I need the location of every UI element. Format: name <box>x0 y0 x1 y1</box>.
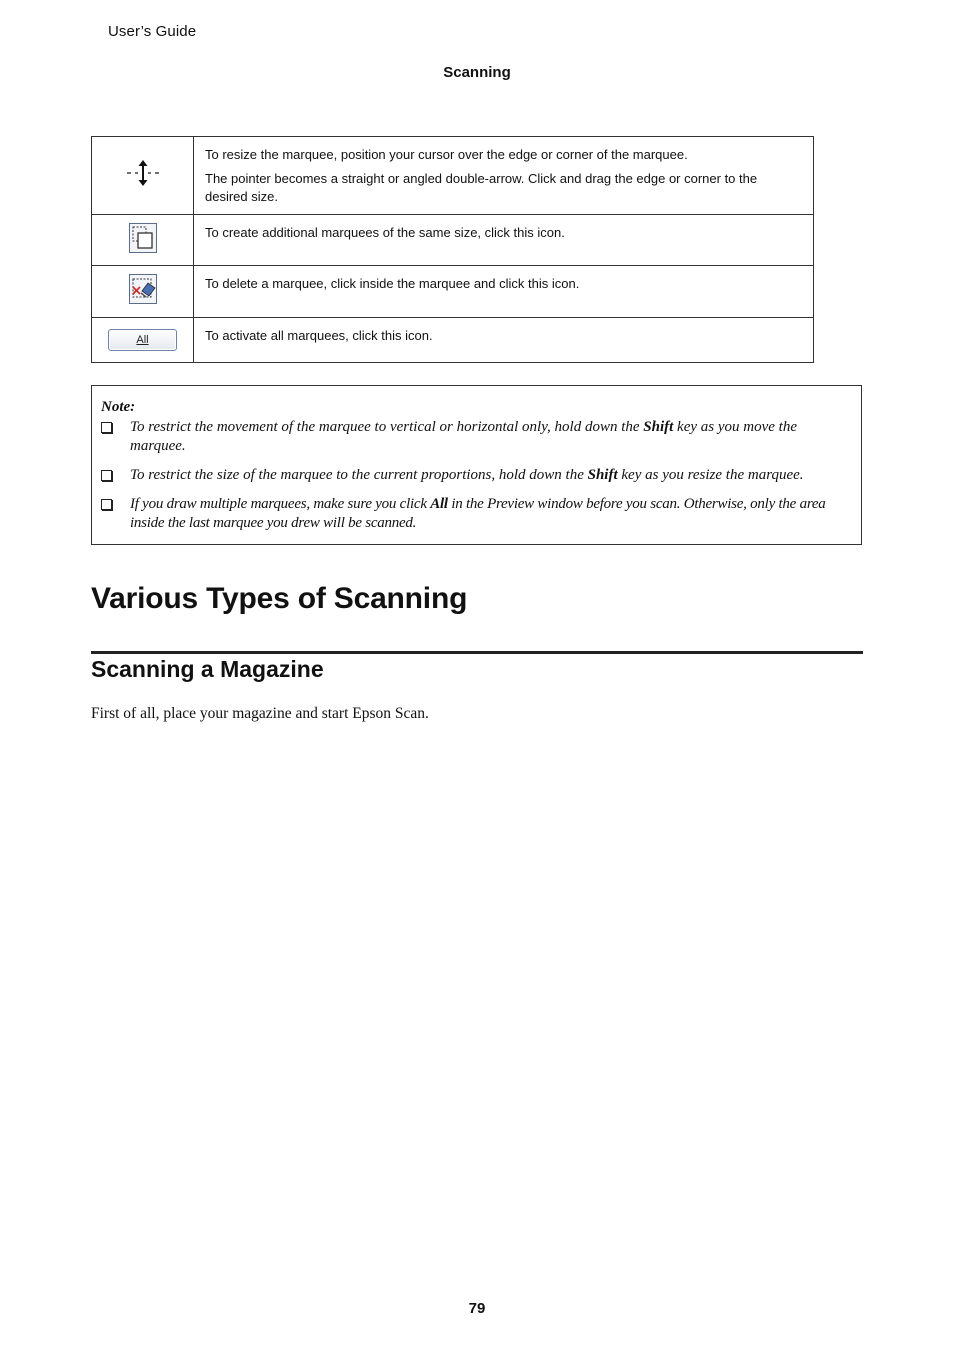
note-text: To restrict the size of the marquee to the current proportions, hold down the <box>130 467 588 483</box>
delete-marquee-icon[interactable] <box>129 274 157 304</box>
description-cell <box>194 266 814 318</box>
section-header: Scanning <box>443 64 511 81</box>
table-row <box>92 137 814 215</box>
description-cell <box>194 318 814 363</box>
note-item <box>101 466 852 485</box>
note-item <box>101 418 852 456</box>
note-text: in the Preview window before you scan. Otherwise, only the area inside the last marquee you drew will be scanned. <box>130 496 826 531</box>
description-text: The pointer becomes a straight or angled double-arrow. Click and drag the edge or corner to the desired size. <box>205 171 758 204</box>
resize-cursor-icon <box>126 160 160 186</box>
note-key-term: Shift <box>587 467 618 483</box>
description-cell <box>194 137 814 215</box>
description-text: To activate all marquees, click this icon. <box>205 328 433 343</box>
description-cell <box>194 215 814 266</box>
description-text: To create additional marquees of the same size, click this icon. <box>205 225 565 240</box>
section-title: Scanning a Magazine <box>91 656 324 682</box>
note-title: Note: <box>101 399 136 415</box>
chapter-title: Various Types of Scanning <box>91 582 468 615</box>
table-row <box>92 215 814 266</box>
note-item <box>101 495 852 533</box>
all-marquees-button[interactable] <box>108 329 177 351</box>
note-text: key as you resize the marquee. <box>617 467 804 483</box>
all-button-label: All <box>136 334 149 346</box>
icon-cell <box>92 215 194 266</box>
table-row <box>92 266 814 318</box>
checkbox-bullet-icon <box>101 470 112 481</box>
description-text: To resize the marquee, position your cursor over the edge or corner of the marquee. <box>205 147 688 162</box>
icon-cell <box>92 137 194 215</box>
checkbox-bullet-icon <box>101 422 112 433</box>
note-text: To restrict the movement of the marquee to vertical or horizontal only, hold down the <box>130 419 644 435</box>
duplicate-marquee-icon[interactable] <box>129 223 157 253</box>
note-text: key as you move the marquee. <box>130 419 797 454</box>
marquee-icons-table <box>91 136 814 363</box>
note-key-term: All <box>430 496 448 512</box>
section-divider <box>91 651 863 654</box>
description-text: To delete a marquee, click inside the marquee and click this icon. <box>205 276 580 291</box>
note-key-term: Shift <box>643 419 674 435</box>
running-header-title: User’s Guide <box>108 23 197 40</box>
note-box <box>91 385 862 545</box>
body-paragraph: First of all, place your magazine and start Epson Scan. <box>91 705 429 722</box>
table-row <box>92 318 814 363</box>
page-number: 79 <box>468 1300 486 1317</box>
note-text: If you draw multiple marquees, make sure you click <box>130 496 431 512</box>
icon-cell <box>92 266 194 318</box>
icon-cell <box>92 318 194 363</box>
checkbox-bullet-icon <box>101 499 112 510</box>
